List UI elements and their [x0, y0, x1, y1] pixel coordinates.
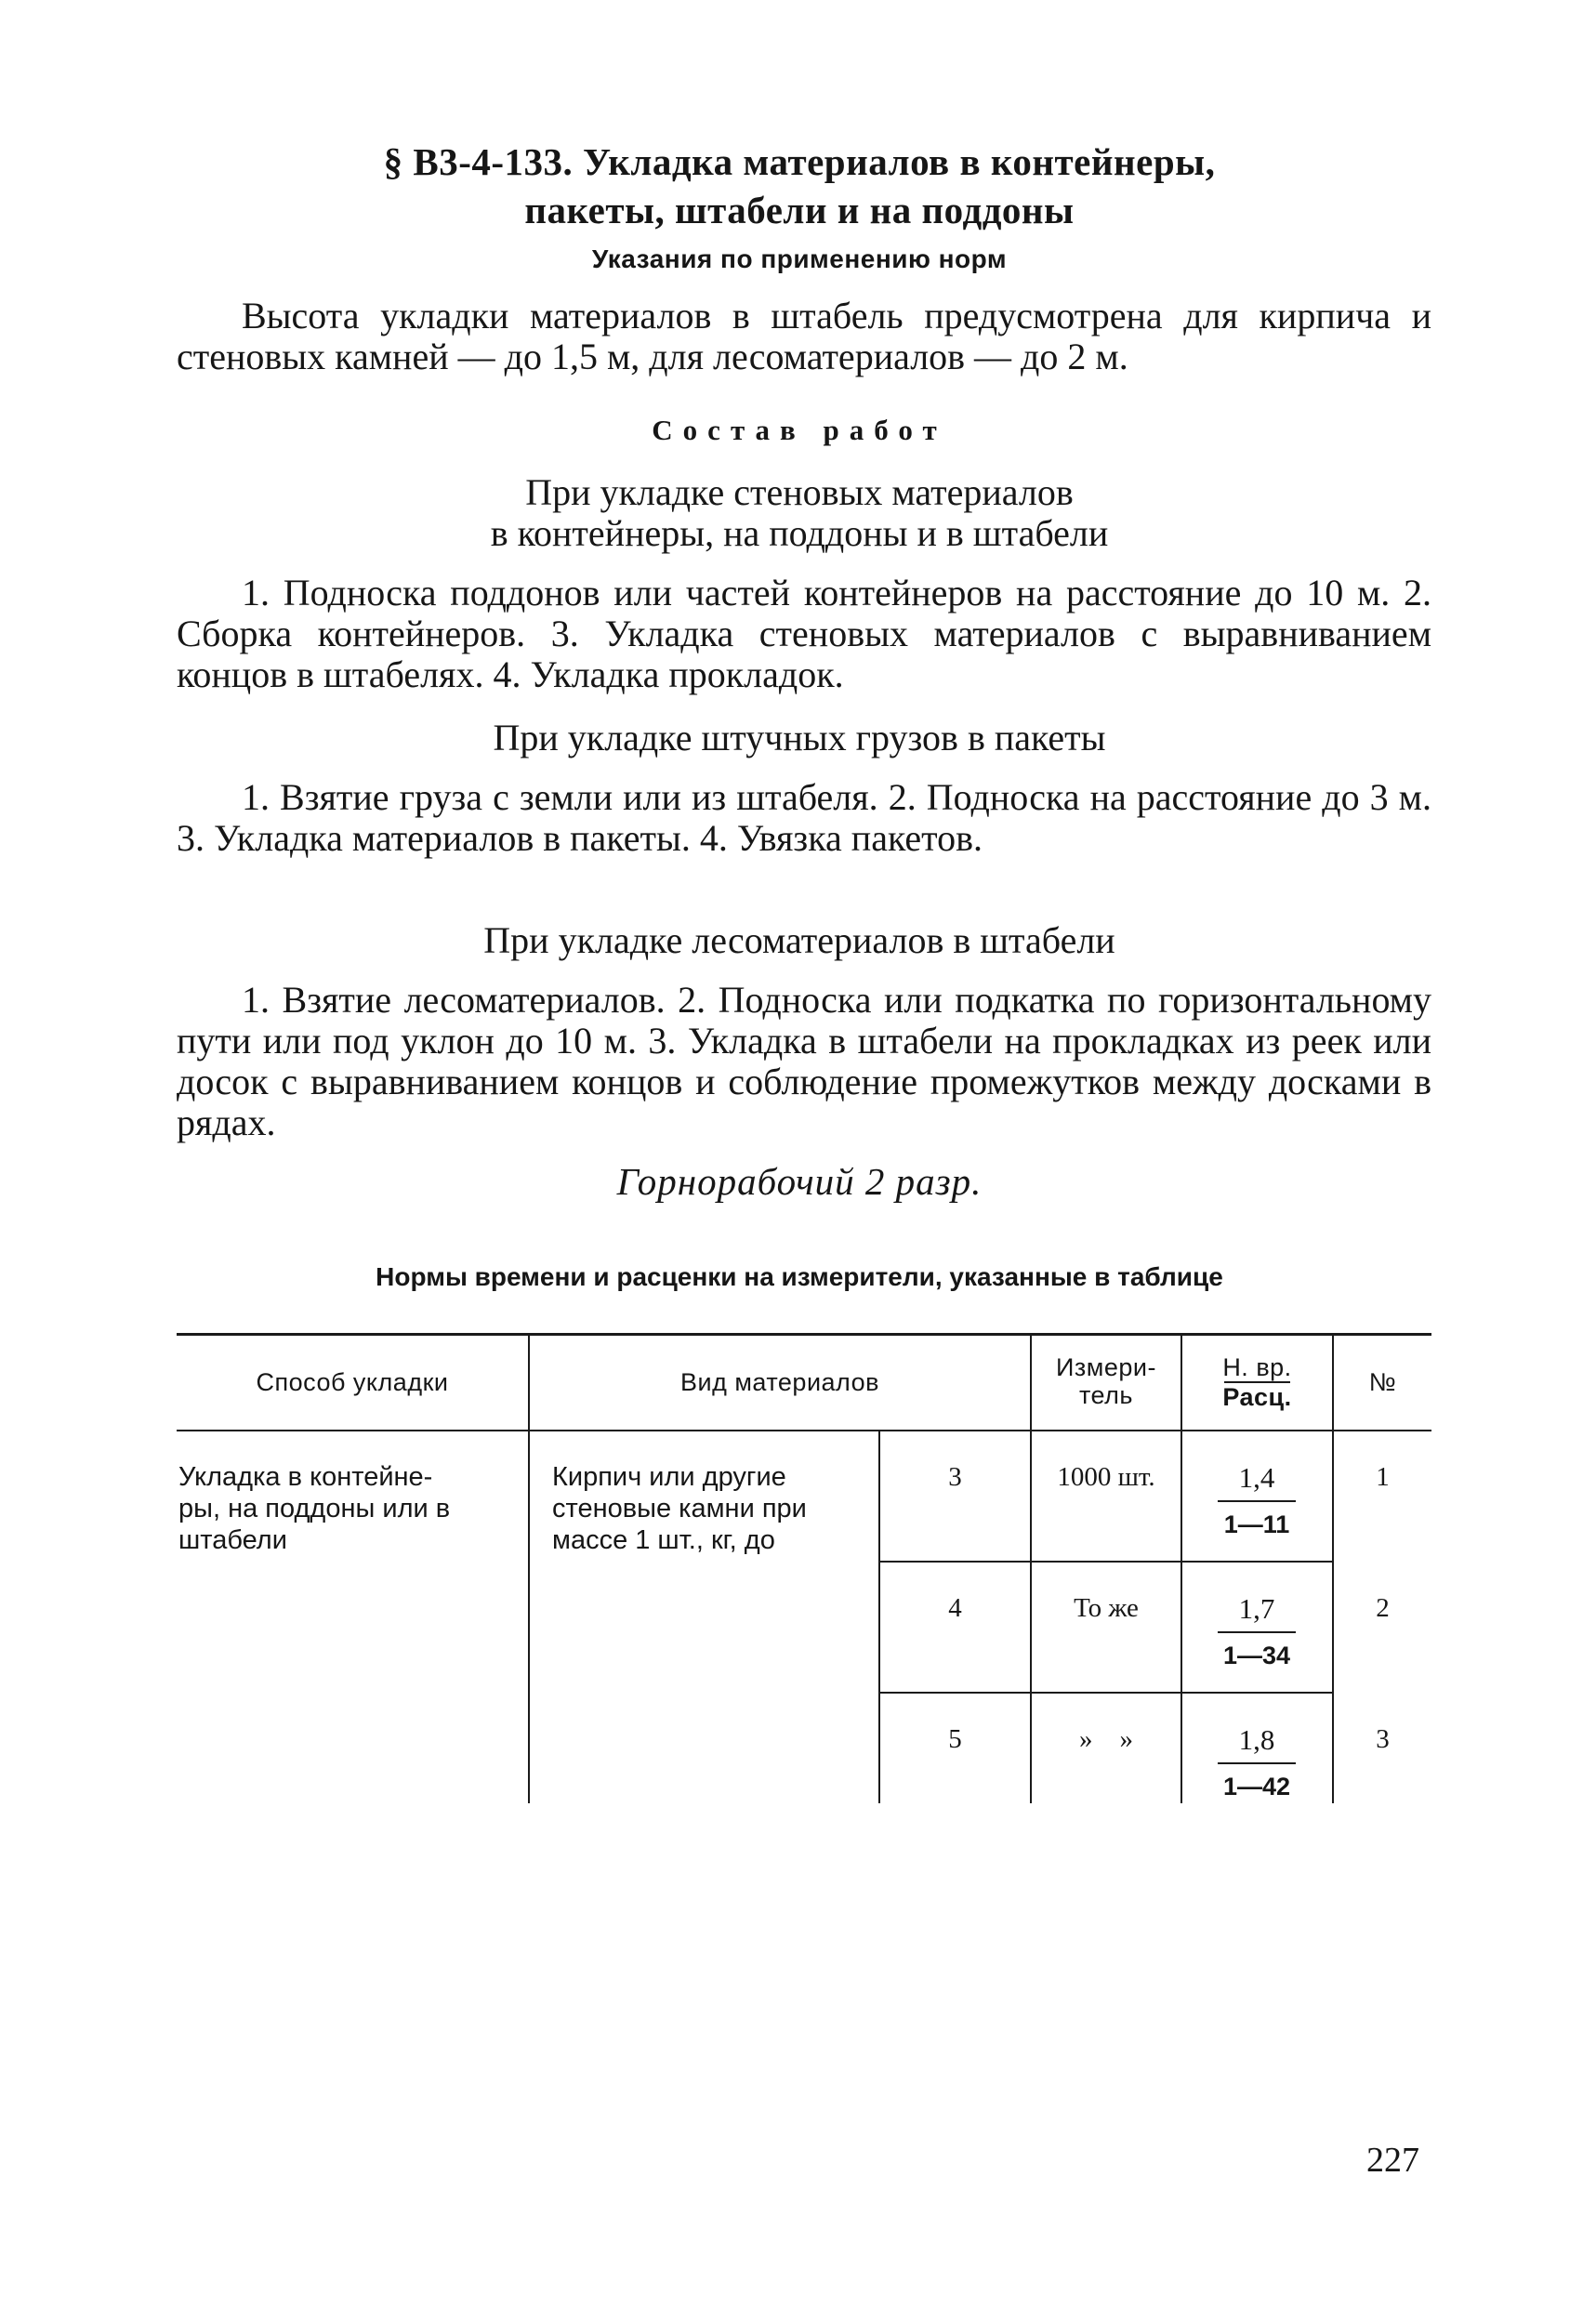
row-2-norm	[1201, 1592, 1312, 1672]
material-line-3: массе 1 шт., кг, до	[552, 1525, 775, 1555]
col-divider-method	[528, 1336, 530, 1803]
row-3-unit: » »	[1079, 1724, 1133, 1754]
material-cell	[552, 1461, 868, 1556]
table-header-rule	[177, 1430, 1431, 1431]
row-divider-1	[878, 1561, 1334, 1563]
row-3-time: 1,8	[1238, 1723, 1275, 1756]
row-2-number: 2	[1376, 1593, 1390, 1623]
row-1-norm	[1201, 1461, 1312, 1541]
row-3-number: 3	[1376, 1724, 1390, 1754]
header-unit-line-1: Измери-	[1056, 1353, 1156, 1381]
worker-grade: Горнорабочий 2 разр.	[616, 1160, 983, 1203]
row-2-fraction-bar	[1218, 1631, 1296, 1633]
row-1-fraction-bar	[1218, 1500, 1296, 1502]
subsection-3-paragraph	[177, 980, 1431, 1143]
work-composition-heading: Состав работ	[652, 414, 947, 446]
subsection-1-text: 1. Подноска поддонов или частей контейнеров на расстояние до 10 м. 2. Сборка контейнеров. 3. Укладка стеновых материалов с выравниванием концов в штабелях. 4. Укладка прокладок.	[177, 572, 1431, 695]
page-number: 227	[1366, 2141, 1419, 2180]
header-norm	[1182, 1353, 1332, 1411]
table-top-rule	[177, 1333, 1431, 1336]
method-line-1: Укладка в контейне-	[178, 1462, 433, 1492]
subsection-1-heading-line-2: в контейнеры, на поддоны и в штабели	[490, 512, 1109, 554]
guide-paragraph	[177, 296, 1431, 377]
row-1-time: 1,4	[1238, 1461, 1275, 1494]
header-method: Способ укладки	[256, 1368, 449, 1396]
subsection-2-text: 1. Взятие груза с земли или из штабеля. 2. Подноска на расстояние до 3 м. 3. Укладка материалов в пакеты. 4. Увязка пакетов.	[177, 776, 1431, 859]
row-1-unit: 1000 шт.	[1057, 1462, 1155, 1492]
material-line-1: Кирпич или другие	[552, 1462, 786, 1492]
header-unit	[1032, 1353, 1181, 1409]
subsection-1-heading-line-1: При укладке стеновых материалов	[525, 471, 1074, 513]
section-title	[167, 138, 1431, 234]
material-line-2: стеновые камни при	[552, 1494, 807, 1523]
subsection-3-text: 1. Взятие лесоматериалов. 2. Подноска или подкатка по горизонтальному пути или под уклон до 10 м. 3. Укладка в штабели на прокладках из реек или досок с выравниванием концов и соблюдение промежутков между досками в рядах.	[177, 979, 1431, 1143]
subsection-2-heading: При укладке штучных грузов в пакеты	[493, 717, 1106, 758]
row-1-number: 1	[1376, 1462, 1390, 1492]
subsection-1-heading	[167, 472, 1431, 554]
header-material: Вид материалов	[680, 1368, 879, 1396]
row-2-price: 1—34	[1222, 1642, 1291, 1669]
row-3-price: 1—42	[1222, 1773, 1291, 1800]
subsection-1-paragraph	[177, 573, 1431, 695]
row-3-norm	[1201, 1723, 1312, 1803]
header-norm-time: Н. вр.	[1222, 1353, 1292, 1381]
table-caption: Нормы времени и расценки на измерители, указанные в таблице	[376, 1262, 1223, 1291]
guide-heading: Указания по применению норм	[591, 244, 1008, 273]
row-2-time: 1,7	[1238, 1592, 1275, 1625]
section-title-line-1: § В3-4-133. Укладка материалов в контейнеры,	[383, 140, 1216, 183]
method-cell	[178, 1461, 522, 1556]
row-2-mass: 4	[948, 1593, 962, 1623]
row-3-fraction-bar	[1218, 1762, 1296, 1764]
header-number: №	[1368, 1368, 1397, 1396]
row-2-unit: То же	[1074, 1593, 1139, 1623]
header-unit-line-2: тель	[1078, 1381, 1133, 1409]
method-line-2: ры, на поддоны или в	[178, 1494, 451, 1523]
header-norm-price: Расц.	[1222, 1383, 1292, 1411]
row-1-price: 1—11	[1223, 1510, 1290, 1538]
guide-text: Высота укладки материалов в штабель предусмотрена для кирпича и стеновых камней — до 1,5 м, для лесоматериалов — до 2 м.	[177, 295, 1431, 377]
row-1-mass: 3	[948, 1462, 962, 1492]
row-divider-2	[878, 1692, 1334, 1694]
subsection-3-heading: При укладке лесоматериалов в штабели	[483, 919, 1115, 961]
row-3-mass: 5	[948, 1724, 962, 1754]
subsection-2-paragraph	[177, 777, 1431, 859]
method-line-3: штабели	[178, 1525, 287, 1555]
section-title-line-2: пакеты, штабели и на поддоны	[524, 189, 1075, 231]
